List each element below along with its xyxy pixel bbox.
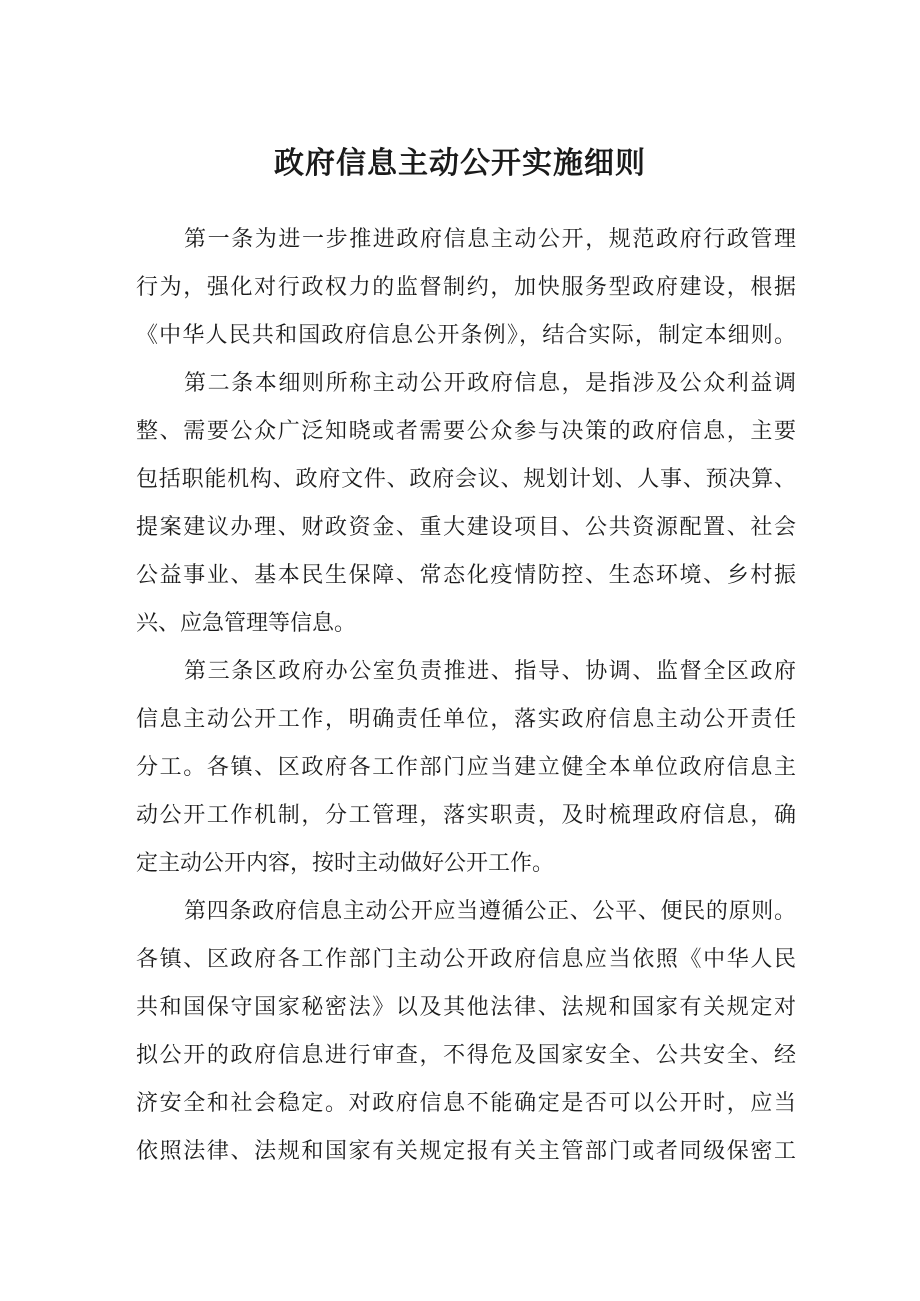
text-line: 定主动公开内容，按时主动做好公开工作。 [136,851,555,876]
text-line: 《中华人民共和国政府信息公开条例》，结合实际，制定本细则。 [136,323,796,348]
text-line: 第三条区政府办公室负责推进、指导、协调、监督全区政府 [184,659,796,684]
text-line: 分工。各镇、区政府各工作部门应当建立健全本单位政府信息主 [136,755,796,780]
text-line: 依照法律、法规和国家有关规定报有关主管部门或者同级保密工 [136,1139,796,1164]
text-line: 共和国保守国家秘密法》以及其他法律、法规和国家有关规定对 [136,995,796,1020]
document-title: 政府信息主动公开实施细则 [274,146,646,181]
text-line: 提案建议办理、财政资金、重大建设项目、公共资源配置、社会 [136,515,796,540]
text-line: 公益事业、基本民生保障、常态化疫情防控、生态环境、乡村振 [136,563,796,588]
text-line: 第二条本细则所称主动公开政府信息，是指涉及公众利益调 [184,371,796,396]
text-line: 拟公开的政府信息进行审查，不得危及国家安全、公共安全、经 [136,1043,796,1068]
text-line: 各镇、区政府各工作部门主动公开政府信息应当依照《中华人民 [136,947,796,972]
text-line: 行为，强化对行政权力的监督制约，加快服务型政府建设，根据 [136,275,796,300]
text-line: 动公开工作机制，分工管理，落实职责，及时梳理政府信息，确 [136,803,796,828]
text-line: 第四条政府信息主动公开应当遵循公正、公平、便民的原则。 [184,899,796,924]
text-line: 第一条为进一步推进政府信息主动公开，规范政府行政管理 [184,227,796,252]
text-line: 整、需要公众广泛知晓或者需要公众参与决策的政府信息，主要 [136,419,796,444]
text-line: 包括职能机构、政府文件、政府会议、规划计划、人事、预决算、 [136,467,796,492]
text-line: 济安全和社会稳定。对政府信息不能确定是否可以公开时，应当 [136,1091,796,1116]
text-line: 信息主动公开工作，明确责任单位，落实政府信息主动公开责任 [136,707,796,732]
text-line: 兴、应急管理等信息。 [136,611,357,636]
